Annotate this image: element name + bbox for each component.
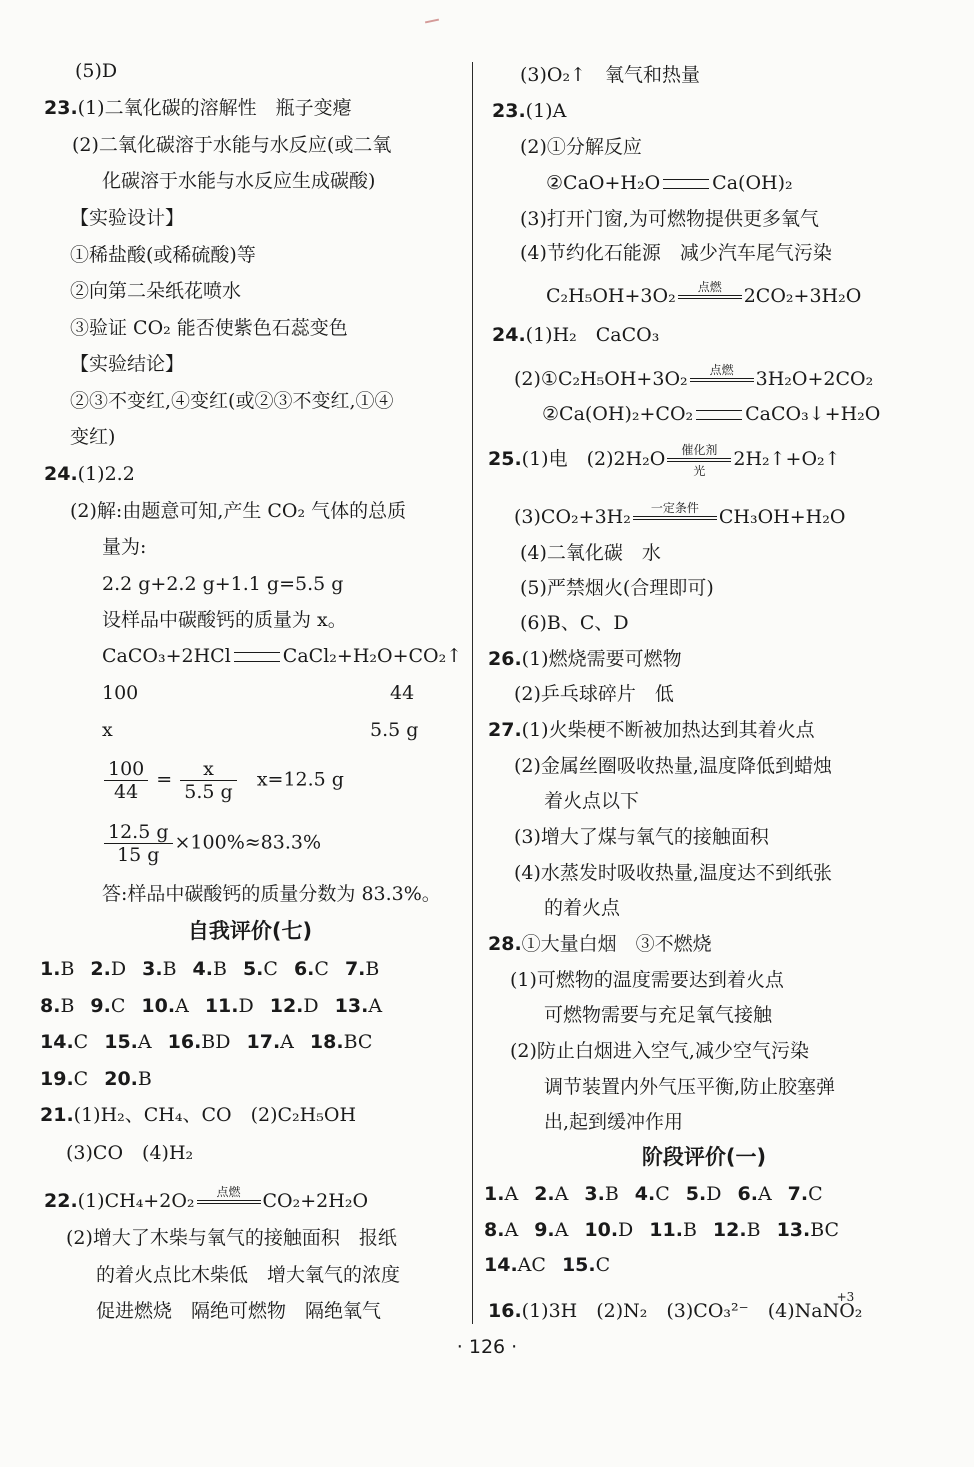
text-line (520, 62, 700, 88)
text-line (102, 680, 138, 706)
text-line (492, 98, 566, 124)
column-divider (472, 62, 473, 1324)
answer-item: 2.D (90, 958, 127, 980)
text-line (492, 322, 659, 348)
answer-row (40, 1066, 168, 1092)
answer-item: 1.A (484, 1183, 519, 1205)
text-line (520, 134, 642, 160)
line-text: 的着火点比木柴低 增大氧气的浓度 (96, 1264, 401, 1286)
section-heading-self-eval-7: 自我评价(七) (187, 919, 313, 943)
question-number: 24. (44, 463, 78, 485)
line-text: (1)二氧化碳的溶解性 瓶子变瘪 (77, 97, 352, 119)
answer-item: 8.A (484, 1218, 519, 1241)
ethanol-combustion-2: (2)①C₂H₅OH+3O₂ 点燃 3H₂O+2CO₂ (514, 363, 874, 390)
text-line (70, 498, 406, 524)
line-text: 100 (102, 682, 139, 704)
line-text: 【实验设计】 (70, 207, 185, 229)
answer-row (484, 1181, 839, 1207)
text-line (70, 424, 115, 450)
text-line (70, 205, 184, 231)
answer-item: 19.C (40, 1067, 89, 1090)
line-text: ①大量白烟 ③不燃烧 (521, 933, 712, 955)
text-line (510, 967, 784, 993)
line-text: (6)B、C、D (520, 612, 629, 634)
text-line (544, 788, 639, 814)
line-text: 设样品中碳酸钙的质量为 x。 (102, 609, 347, 631)
answer-item: 20.B (104, 1067, 152, 1090)
line-text: (2)解:由题意可知,产生 CO₂ 气体的总质 (70, 500, 407, 522)
text-line (514, 860, 832, 886)
answer-item: 14.AC (484, 1254, 546, 1276)
text-line (488, 931, 712, 957)
answer-item: 13.A (334, 994, 383, 1017)
line-text: (3)CO (4)H₂ (66, 1142, 194, 1164)
line-text: 出,起到缓冲作用 (544, 1111, 684, 1133)
answer-item: 15.A (104, 1031, 152, 1053)
line-text: (4)水蒸发时吸收热量,温度达不到纸张 (514, 862, 832, 884)
line-text: (3)O₂↑ 氧气和热量 (520, 64, 701, 86)
text-line (488, 646, 682, 672)
line-text: ③验证 CO₂ 能否使紫色石蕊变色 (70, 317, 348, 339)
answer-item: 21.(1)H₂、CH₄、CO (2)C₂H₅OH (40, 1104, 357, 1126)
answer-item: 5.C (242, 958, 278, 980)
answer-item: 10.A (141, 994, 189, 1017)
answer-item: 7.B (344, 958, 380, 980)
text-line (370, 717, 418, 743)
text-line (102, 717, 113, 743)
text-line (66, 1140, 193, 1166)
text-line (544, 1002, 772, 1028)
line-text: (2)增大了木柴与氧气的接触面积 报纸 (66, 1227, 397, 1249)
answer-item: 4.C (634, 1183, 670, 1205)
answer-item: 6.A (737, 1183, 772, 1205)
line-text: 5.5 g (370, 719, 419, 741)
answer-row (40, 956, 395, 982)
line-text: (2)防止白烟进入空气,减少空气污染 (510, 1040, 809, 1062)
answer-row (40, 1029, 388, 1055)
text-line (102, 571, 343, 597)
text-line (390, 680, 414, 706)
q16-answer: 16.(1)3H (2)N₂ (3)CO₃²⁻ (4)Na +3 NO₂ (488, 1290, 863, 1322)
answer-item: 6.C (293, 958, 329, 980)
answer-item: 9.C (90, 994, 126, 1017)
text-line (520, 610, 629, 636)
co2-hydrogenation: (3)CO₂+3H₂ 一定条件 CH₃OH+H₂O (514, 501, 846, 528)
text-line (520, 206, 819, 232)
answer-item: 14.C (40, 1031, 89, 1053)
text-line (544, 895, 620, 921)
answer-row (40, 993, 398, 1019)
text-line (66, 1225, 397, 1251)
q22-equation: 22.(1)CH₄+2O₂ 点燃 CO₂+2H₂O (44, 1185, 369, 1212)
line-text: x (102, 719, 113, 741)
line-text: ②③不变红,④变红(或②③不变红,①④ (70, 390, 394, 412)
line-text: (2)二氧化碳溶于水能与水反应(或二氧 (72, 134, 392, 156)
text-line (70, 388, 394, 414)
text-line (70, 278, 241, 304)
text-line (514, 753, 832, 779)
answer-item: 15.C (561, 1254, 611, 1276)
q25-equation: 25.(1)电 (2)2H₂O 催化剂 光 2H₂↑+O₂↑ (488, 443, 841, 478)
text-line (514, 681, 674, 707)
answer-item: 1.B (40, 958, 75, 980)
answer-item: 18.BC (309, 1031, 373, 1053)
answer-item: 8.B (40, 994, 75, 1017)
limewater-equation: ②Ca(OH)₂+CO₂ CaCO₃↓+H₂O (542, 403, 881, 425)
line-text: 量为: (102, 536, 147, 558)
answer-item: 13.BC (776, 1218, 840, 1241)
answer-row (484, 1252, 626, 1278)
answer-item: 11.D (204, 994, 254, 1017)
text-line (70, 242, 256, 268)
percentage-equation: $\frac{12.5 g}{15 g}$ ×100%≈83.3% (102, 821, 321, 866)
question-number: 28. (488, 933, 522, 955)
answer-item: 10.D (584, 1218, 634, 1241)
answer-item: 3.B (584, 1183, 619, 1205)
text-line (488, 717, 815, 743)
answer-item: 3.B (142, 958, 177, 980)
text-line (44, 95, 352, 121)
text-line (514, 824, 769, 850)
line-text: (2)金属丝圈吸收热量,温度降低到蜡烛 (514, 755, 832, 777)
line-text: 化碳溶于水能与水反应生成碳酸) (102, 170, 376, 192)
proportion-equation: $\frac{100}{44}$ = $\frac{x}{5.5 g}$ x=12.5 g (102, 758, 344, 803)
line-text: 着火点以下 (544, 790, 640, 812)
text-line (102, 607, 347, 633)
line-text: 44 (390, 682, 415, 704)
question-number: 27. (488, 719, 522, 741)
text-line (70, 351, 184, 377)
text-line (544, 1109, 683, 1135)
line-text: (2)①分解反应 (520, 136, 642, 158)
caco3-equation: CaCO₃+2HCl CaCl₂+H₂O+CO₂↑ (102, 645, 463, 667)
answer-item: 17.A (246, 1031, 294, 1053)
line-text: (2)乒乓球碎片 低 (514, 683, 674, 705)
line-text: (3)打开门窗,为可燃物提供更多氧气 (520, 208, 819, 230)
answer-item: 12.B (712, 1218, 761, 1241)
question-number: 24. (492, 324, 526, 346)
answer-item: 12.D (269, 994, 319, 1017)
line-text: (1)火柴梗不断被加热达到其着火点 (521, 719, 815, 741)
line-text: ①稀盐酸(或稀硫酸)等 (70, 244, 256, 266)
text-line (544, 1074, 835, 1100)
line-text: (5)严禁烟火(合理即可) (520, 577, 714, 599)
text-line (44, 461, 135, 487)
answer-item: 11.B (649, 1218, 697, 1241)
text-line (102, 168, 375, 194)
line-text: (5)D (75, 60, 118, 82)
line-text: (4)节约化石能源 减少汽车尾气污染 (520, 242, 832, 264)
cao-equation: ②CaO+H₂O Ca(OH)₂ (546, 172, 793, 194)
question-number: 23. (492, 100, 526, 122)
answer-row (484, 1217, 855, 1243)
line-text: (1)A (525, 100, 567, 122)
section-heading-stage-eval-1: 阶段评价(一) (641, 1145, 767, 1169)
pen-mark (425, 19, 439, 24)
text-line (70, 315, 348, 341)
text-line (96, 1298, 381, 1324)
line-text: 2.2 g+2.2 g+1.1 g=5.5 g (102, 573, 344, 595)
line-text: (1)H₂ CaCO₃ (525, 324, 660, 346)
line-text: 答:样品中碳酸钙的质量分数为 83.3%。 (102, 883, 441, 905)
page-number: · 126 · (456, 1336, 518, 1358)
text-line (75, 58, 117, 84)
answer-item: 5.D (685, 1183, 722, 1205)
question-number: 26. (488, 648, 522, 670)
text-line (72, 132, 391, 158)
line-text: 【实验结论】 (70, 353, 185, 375)
text-line (520, 240, 832, 266)
answer-row (40, 1102, 372, 1128)
answer-item: 16.BD (167, 1031, 231, 1053)
text-line (510, 1038, 809, 1064)
question-number: 23. (44, 97, 78, 119)
text-line (102, 881, 441, 907)
text-line (520, 575, 714, 601)
line-text: (3)增大了煤与氧气的接触面积 (514, 826, 769, 848)
answer-item: 4.B (192, 958, 227, 980)
line-text: (4)二氧化碳 水 (520, 542, 661, 564)
answer-item: 9.A (534, 1218, 569, 1241)
answer-item: 7.C (787, 1183, 823, 1205)
line-text: (1)燃烧需要可燃物 (521, 648, 682, 670)
answer-item: 2.A (534, 1183, 569, 1205)
text-line (520, 540, 661, 566)
text-line (96, 1262, 400, 1288)
line-text: 可燃物需要与充足氧气接触 (544, 1004, 773, 1026)
line-text: 促进燃烧 隔绝可燃物 隔绝氧气 (96, 1300, 382, 1322)
line-text: ②向第二朵纸花喷水 (70, 280, 242, 302)
line-text: 变红) (70, 426, 116, 448)
text-line (102, 534, 146, 560)
line-text: (1)2.2 (77, 463, 135, 485)
line-text: 调节装置内外气压平衡,防止胶塞弹 (544, 1076, 836, 1098)
ethanol-combustion-1: C₂H₅OH+3O₂ 点燃 2CO₂+3H₂O (546, 280, 862, 307)
line-text: 的着火点 (544, 897, 621, 919)
line-text: (1)可燃物的温度需要达到着火点 (510, 969, 784, 991)
